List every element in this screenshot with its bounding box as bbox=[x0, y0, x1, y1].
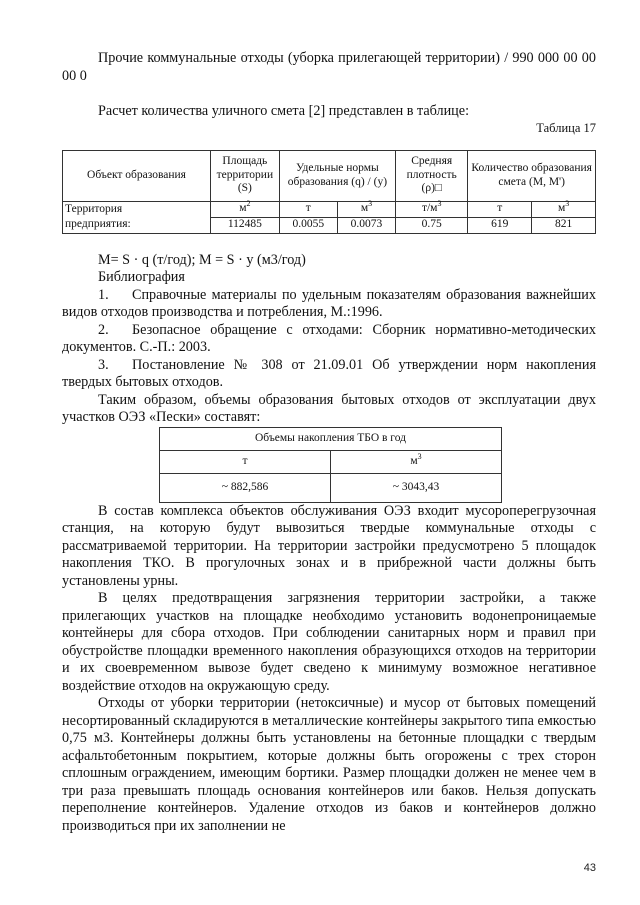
table-units-row bbox=[63, 201, 596, 217]
value-m: 619 bbox=[468, 217, 532, 233]
value-area: 112485 bbox=[211, 217, 280, 233]
biblio-item-2: 2. Безопасное обращение с отходами: Сборник нормативно-методических документов. С.-П.: 2003. bbox=[62, 321, 596, 355]
biblio-item-1: 1. Справочные материалы по удельным показателям образования важнейших видов отходов производства и потребления, М.:1996. bbox=[62, 286, 596, 320]
header-density: Средняя плотность (ρ)□ bbox=[396, 150, 468, 201]
paragraph-2: В целях предотвращения загрязнения территории застройки, а также прилегающих участков на площадке необходимо установить водонепроницаемые контейнеры для сбора отходов. При соблюдении санитарных норм и правил при обустройстве площадки временного накопления образующихся отходов на территории и их своевременном вывозе будет сведено к минимуму возможное негативное воздействие отходов на окружающую среду. bbox=[62, 590, 596, 694]
tbo-unit-m3: $м^3$ bbox=[331, 450, 502, 473]
value-y: 0.0073 bbox=[337, 217, 395, 233]
paragraph-1: В состав комплекса объектов обслуживания ОЭЗ входит мусороперегрузочная станция, на которую будут вывозиться твердые коммунальные отходы с рассматриваемой территории. На территории застройки предусмотрено 5 площадок накопления ТКО. В прогулочных зонах и в прибрежной части должны быть установлены урны. bbox=[62, 502, 596, 589]
value-m2: 821 bbox=[532, 217, 596, 233]
tbo-title-row bbox=[160, 427, 502, 450]
intro-line: Прочие коммунальные отходы (уборка прилегающей территории) / 990 000 00 00 00 0 bbox=[62, 50, 596, 84]
tbo-value-t: ~ 882,586 bbox=[160, 473, 331, 502]
paragraph-3: Отходы от уборки территории (нетоксичные) и мусор от бытовых помещений несортированный складируются в металлические контейнеры закрытого типа емкостью 0,75 м3. Контейнеры должны быть установлены на бетонные площадки с твердым асфальтобетонным покрытием, которые должны быть огорожены с трех сторон сплошным ограждением, имеющим бортики. Размер площадки должен не менее чем в три раза превышать площадь основания контейнеров или баков. Нельзя допускать переполнение контейнеров. Удаление отходов из баков и контейнеров должно производиться при их заполнении не bbox=[62, 695, 596, 834]
unit-m: т bbox=[468, 201, 532, 217]
calc-line: Расчет количества уличного смета [2] представлен в таблице: bbox=[98, 102, 470, 119]
document-page bbox=[62, 50, 596, 835]
table-17 bbox=[62, 150, 596, 234]
table-header-row bbox=[63, 150, 596, 201]
tbo-table bbox=[159, 427, 502, 503]
biblio-title: Библиография bbox=[98, 269, 185, 285]
object-line-1: Территория bbox=[63, 201, 211, 217]
unit-y: $м^3$ bbox=[337, 201, 395, 217]
header-quantity: Количество образования смета (М, М') bbox=[468, 150, 596, 201]
table-caption: Таблица 17 bbox=[536, 121, 596, 135]
header-norms: Удельные нормы образования (q) / (у) bbox=[279, 150, 395, 201]
summary-line: Таким образом, объемы образования бытовых отходов от эксплуатации двух участков ОЭЗ «Пески» составят: bbox=[62, 391, 596, 425]
unit-q: т bbox=[279, 201, 337, 217]
object-line-2: предприятия: bbox=[63, 217, 211, 233]
header-object: Объект образования bbox=[63, 150, 211, 201]
value-density: 0.75 bbox=[396, 217, 468, 233]
value-q: 0.0055 bbox=[279, 217, 337, 233]
unit-area: $м^2$ bbox=[211, 201, 280, 217]
tbo-value-m3: ~ 3043,43 bbox=[331, 473, 502, 502]
header-area: Площадь территории (S) bbox=[211, 150, 280, 201]
tbo-unit-row bbox=[160, 450, 502, 473]
tbo-unit-t: т bbox=[160, 450, 331, 473]
tbo-value-row bbox=[160, 473, 502, 502]
page-number: 43 bbox=[583, 862, 596, 874]
tbo-title: Объемы накопления ТБО в год bbox=[160, 427, 502, 450]
table-values-row bbox=[63, 217, 596, 233]
unit-density: $т/м^3$ bbox=[396, 201, 468, 217]
unit-m2: $м^3$ bbox=[532, 201, 596, 217]
formula: М= S · q (т/год); М = S · у (м3/год) bbox=[98, 251, 306, 268]
biblio-item-3: 3. Постановление № 308 от 21.09.01 Об утверждении норм накопления твердых бытовых отходов. bbox=[62, 356, 596, 390]
